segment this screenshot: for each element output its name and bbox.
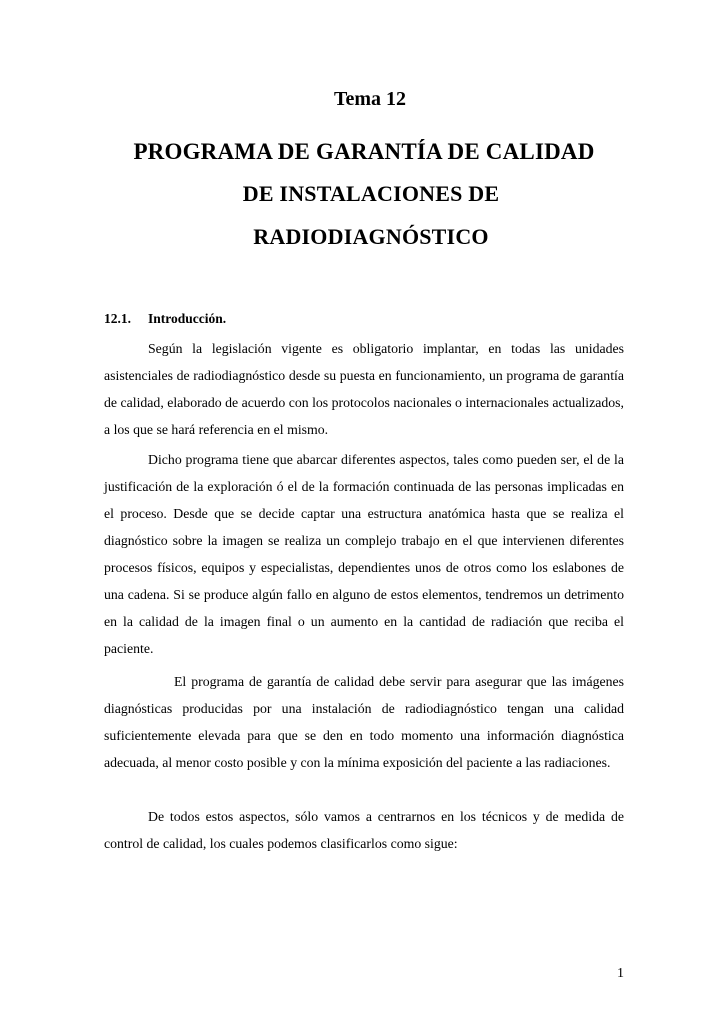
chapter-title-line-2: DE INSTALACIONES DE [242, 181, 500, 206]
section-title: Introducción. [148, 311, 227, 326]
chapter-title-line-1: PROGRAMA DE GARANTÍA DE CALIDAD [133, 139, 595, 164]
page-number: 1 [617, 966, 624, 981]
paragraph-4: De todos estos aspectos, sólo vamos a centrarnos en los técnicos y de medida de control de calidad, los cuales podemos clasificarlos como sigue: [104, 809, 624, 851]
section-number: 12.1. [104, 311, 131, 326]
paragraph-3: El programa de garantía de calidad debe servir para asegurar que las imágenes diagnósticas producidas por una instalación de radiodiagnóstico tengan una calidad suficientemente elevada para que se den en todo momento una información diagnóstica adecuada, al menor costo posible y con la mínima exposición del paciente a las radiaciones. [104, 674, 624, 770]
chapter-title-line-3: RADIODIAGNÓSTICO [253, 224, 489, 249]
paragraph-1: Según la legislación vigente es obligatorio implantar, en todas las unidades asistenciales de radiodiagnóstico desde su puesta en funcionamiento, un programa de garantía de calidad, elaborado de acuerdo con los protocolos nacionales o internacionales actualizados, a los que se hará referencia en el mismo. [104, 341, 624, 437]
section-heading [104, 311, 226, 327]
chapter-label: Tema 12 [333, 88, 407, 110]
paragraph-2: Dicho programa tiene que abarcar diferentes aspectos, tales como pueden ser, el de la justificación de la exploración ó el de la formación continuada de las personas implicadas en el proceso. Desde que se decide captar una estructura anatómica hasta que se realiza el diagnóstico sobre la imagen se realiza un complejo trabajo en el que intervienen diferentes procesos físicos, equipos y especialistas, dependientes unos de otros como los eslabones de una cadena. Si se produce algún fallo en alguno de estos elementos, tendremos un detrimento en la calidad de la imagen final o un aumento en la cantidad de radiación que reciba el paciente. [104, 452, 624, 656]
